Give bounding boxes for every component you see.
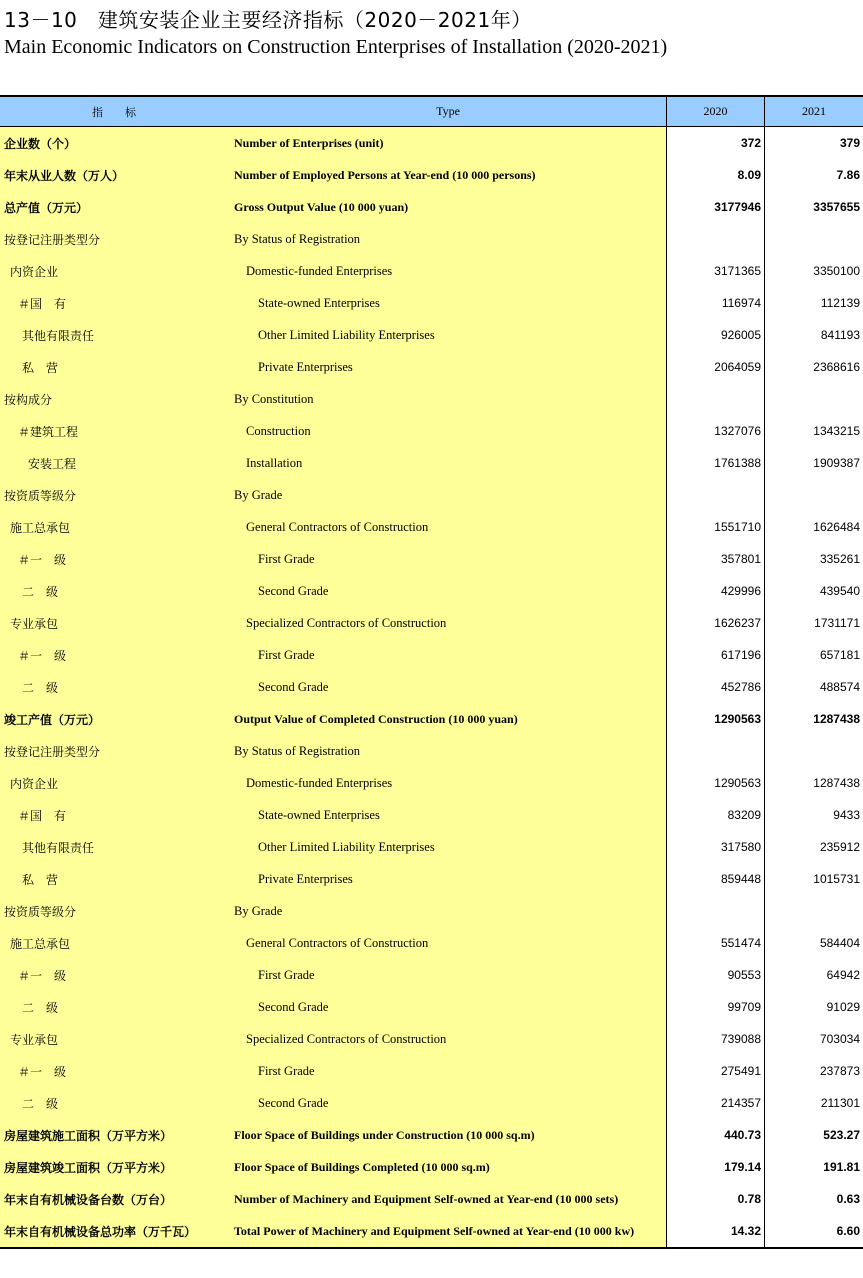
indicator-cn: 按构成分 xyxy=(0,383,230,415)
indicator-cn: 按登记注册类型分 xyxy=(0,223,230,255)
value-2021: 335261 xyxy=(819,552,860,566)
header-type: Type xyxy=(230,97,667,126)
table-row xyxy=(0,319,863,351)
value-2021: 1909387 xyxy=(813,456,860,470)
indicator-en: Gross Output Value (10 000 yuan) xyxy=(230,191,667,223)
value-2021: 2368616 xyxy=(813,360,860,374)
table-row xyxy=(0,575,863,607)
page-title-cn: 13－10 建筑安装企业主要经济指标（2020－2021年） xyxy=(4,8,532,32)
indicator-cn: ＃国 有 xyxy=(0,287,230,319)
value-2020 xyxy=(667,895,765,927)
indicator-cn: 安装工程 xyxy=(0,447,230,479)
indicator-en: State-owned Enterprises xyxy=(230,287,667,319)
indicator-en: First Grade xyxy=(230,639,667,671)
indicator-en: By Grade xyxy=(230,479,667,511)
value-2020: 179.14 xyxy=(667,1151,765,1183)
value-2020: 3177946 xyxy=(667,191,765,223)
value-2020: 1551710 xyxy=(667,511,765,543)
indicator-en: Floor Space of Buildings under Construction (10 000 sq.m) xyxy=(230,1119,667,1151)
table-row xyxy=(0,191,863,223)
table-row xyxy=(0,351,863,383)
indicator-cn: 企业数（个） xyxy=(0,127,230,159)
table-row xyxy=(0,159,863,191)
value-2020: 372 xyxy=(667,127,765,159)
indicator-en: Second Grade xyxy=(230,1087,667,1119)
value-2021 xyxy=(765,223,863,255)
indicator-en: Domestic-funded Enterprises xyxy=(230,255,667,287)
indicator-cn: 二 级 xyxy=(0,575,230,607)
value-2021: 112139 xyxy=(820,296,860,310)
indicator-cn: 私 营 xyxy=(0,863,230,895)
value-2020: 214357 xyxy=(667,1087,765,1119)
indicator-cn: 施工总承包 xyxy=(0,511,230,543)
indicator-cn: ＃一 级 xyxy=(0,1055,230,1087)
table-row xyxy=(0,671,863,703)
value-2021: 6.60 xyxy=(836,1224,860,1238)
table-row xyxy=(0,1087,863,1119)
indicator-en: Specialized Contractors of Construction xyxy=(230,1023,667,1055)
table-row xyxy=(0,767,863,799)
table-row xyxy=(0,863,863,895)
value-2020: 1626237 xyxy=(667,607,765,639)
table-row xyxy=(0,447,863,479)
value-2021: 3350100 xyxy=(813,264,860,278)
indicator-cn: 私 营 xyxy=(0,351,230,383)
value-2020: 617196 xyxy=(667,639,765,671)
indicator-en: By Status of Registration xyxy=(230,223,667,255)
table-row xyxy=(0,511,863,543)
value-2021: 584404 xyxy=(819,936,860,950)
indicator-en: Specialized Contractors of Construction xyxy=(230,607,667,639)
indicator-en: By Grade xyxy=(230,895,667,927)
value-2020: 275491 xyxy=(667,1055,765,1087)
value-2020: 1327076 xyxy=(667,415,765,447)
indicator-en: By Status of Registration xyxy=(230,735,667,767)
value-2020: 452786 xyxy=(667,671,765,703)
indicator-en: First Grade xyxy=(230,959,667,991)
table-row xyxy=(0,799,863,831)
indicator-cn: 专业承包 xyxy=(0,607,230,639)
indicator-en: Construction xyxy=(230,415,667,447)
table-row xyxy=(0,639,863,671)
indicator-en: Number of Employed Persons at Year-end (10 000 persons) xyxy=(230,159,667,191)
value-2020: 429996 xyxy=(667,575,765,607)
indicator-en: Second Grade xyxy=(230,575,667,607)
header-indicator: 指标 xyxy=(92,105,158,119)
value-2021: 1343215 xyxy=(813,424,860,438)
indicator-cn: 年末从业人数（万人） xyxy=(0,159,230,191)
value-2020: 440.73 xyxy=(667,1119,765,1151)
value-2020: 14.32 xyxy=(667,1215,765,1247)
value-2020: 0.78 xyxy=(667,1183,765,1215)
value-2020: 859448 xyxy=(667,863,765,895)
value-2021: 237873 xyxy=(819,1064,860,1078)
table-row xyxy=(0,287,863,319)
table-header xyxy=(0,97,863,127)
value-2021: 1015731 xyxy=(813,872,860,886)
value-2021: 191.81 xyxy=(823,1160,860,1174)
table-body xyxy=(0,127,863,1247)
value-2020: 99709 xyxy=(667,991,765,1023)
table-row xyxy=(0,703,863,735)
indicator-cn: 二 级 xyxy=(0,1087,230,1119)
indicator-en: Second Grade xyxy=(230,671,667,703)
value-2021: 703034 xyxy=(819,1032,860,1046)
indicator-cn: 年末自有机械设备总功率（万千瓦） xyxy=(0,1215,230,1247)
indicator-en: Other Limited Liability Enterprises xyxy=(230,831,667,863)
value-2020: 3171365 xyxy=(667,255,765,287)
table-row xyxy=(0,991,863,1023)
table-row xyxy=(0,959,863,991)
indicator-cn: 二 级 xyxy=(0,671,230,703)
indicator-cn: 其他有限责任 xyxy=(0,831,230,863)
table-row xyxy=(0,255,863,287)
value-2021: 0.63 xyxy=(836,1192,860,1206)
table-row xyxy=(0,415,863,447)
value-2020: 1761388 xyxy=(667,447,765,479)
value-2021: 841193 xyxy=(820,328,860,342)
indicator-cn: 内资企业 xyxy=(0,767,230,799)
indicator-cn: ＃建筑工程 xyxy=(0,415,230,447)
indicators-table xyxy=(0,95,863,1249)
value-2021: 523.27 xyxy=(823,1128,860,1142)
value-2021: 64942 xyxy=(826,968,860,982)
indicator-en: State-owned Enterprises xyxy=(230,799,667,831)
value-2020: 90553 xyxy=(667,959,765,991)
table-row xyxy=(0,831,863,863)
value-2020: 8.09 xyxy=(667,159,765,191)
value-2021: 1287438 xyxy=(813,776,860,790)
indicator-en: Private Enterprises xyxy=(230,351,667,383)
value-2021: 3357655 xyxy=(813,200,860,214)
value-2020: 2064059 xyxy=(667,351,765,383)
value-2020 xyxy=(667,479,765,511)
table-row xyxy=(0,1119,863,1151)
header-year-2021: 2021 xyxy=(802,104,826,118)
value-2021: 7.86 xyxy=(836,168,860,182)
indicator-en: Number of Machinery and Equipment Self-owned at Year-end (10 000 sets) xyxy=(230,1183,667,1215)
indicator-en: Installation xyxy=(230,447,667,479)
value-2020: 83209 xyxy=(667,799,765,831)
indicator-en: Second Grade xyxy=(230,991,667,1023)
indicator-en: Output Value of Completed Construction (10 000 yuan) xyxy=(230,703,667,735)
indicator-en: Total Power of Machinery and Equipment Self-owned at Year-end (10 000 kw) xyxy=(230,1215,667,1247)
table-row xyxy=(0,383,863,415)
value-2021 xyxy=(765,735,863,767)
indicator-cn: 其他有限责任 xyxy=(0,319,230,351)
indicator-cn: 施工总承包 xyxy=(0,927,230,959)
indicator-cn: 按资质等级分 xyxy=(0,479,230,511)
value-2021: 91029 xyxy=(826,1000,860,1014)
table-row xyxy=(0,1151,863,1183)
indicator-cn: 按资质等级分 xyxy=(0,895,230,927)
indicator-en: First Grade xyxy=(230,543,667,575)
value-2021: 235912 xyxy=(819,840,860,854)
table-row xyxy=(0,895,863,927)
indicator-cn: 总产值（万元） xyxy=(0,191,230,223)
indicator-cn: 内资企业 xyxy=(0,255,230,287)
table-row xyxy=(0,735,863,767)
value-2020: 1290563 xyxy=(667,767,765,799)
indicator-cn: ＃一 级 xyxy=(0,543,230,575)
value-2020: 739088 xyxy=(667,1023,765,1055)
table-row xyxy=(0,927,863,959)
value-2020: 317580 xyxy=(667,831,765,863)
value-2020: 357801 xyxy=(667,543,765,575)
value-2021: 1731171 xyxy=(814,616,860,630)
table-row xyxy=(0,1055,863,1087)
table-row xyxy=(0,479,863,511)
value-2021: 1287438 xyxy=(813,712,860,726)
indicator-en: General Contractors of Construction xyxy=(230,511,667,543)
indicator-cn: ＃一 级 xyxy=(0,639,230,671)
indicator-cn: 专业承包 xyxy=(0,1023,230,1055)
table-row xyxy=(0,1215,863,1247)
page-title-en: Main Economic Indicators on Construction Enterprises of Installation (2020-2021) xyxy=(4,36,668,58)
value-2020: 116974 xyxy=(667,287,765,319)
value-2020 xyxy=(667,735,765,767)
indicator-en: Other Limited Liability Enterprises xyxy=(230,319,667,351)
table-row xyxy=(0,127,863,159)
value-2021: 211301 xyxy=(820,1096,860,1110)
table-row xyxy=(0,543,863,575)
value-2021: 379 xyxy=(839,136,860,150)
value-2020: 1290563 xyxy=(667,703,765,735)
table-row xyxy=(0,607,863,639)
value-2021: 9433 xyxy=(833,808,860,822)
indicator-cn: 年末自有机械设备台数（万台） xyxy=(0,1183,230,1215)
value-2021 xyxy=(765,479,863,511)
indicator-en: First Grade xyxy=(230,1055,667,1087)
indicator-cn: ＃国 有 xyxy=(0,799,230,831)
value-2021 xyxy=(765,383,863,415)
value-2021 xyxy=(765,895,863,927)
header-year-2020: 2020 xyxy=(667,97,765,126)
indicator-cn: 房屋建筑施工面积（万平方米） xyxy=(0,1119,230,1151)
value-2021: 1626484 xyxy=(813,520,860,534)
indicator-en: General Contractors of Construction xyxy=(230,927,667,959)
value-2020 xyxy=(667,223,765,255)
indicator-en: Number of Enterprises (unit) xyxy=(230,127,667,159)
indicator-cn: 竣工产值（万元） xyxy=(0,703,230,735)
indicator-en: Floor Space of Buildings Completed (10 000 sq.m) xyxy=(230,1151,667,1183)
value-2021: 657181 xyxy=(819,648,860,662)
value-2021: 488574 xyxy=(819,680,860,694)
value-2020: 551474 xyxy=(667,927,765,959)
value-2020 xyxy=(667,383,765,415)
indicator-en: By Constitution xyxy=(230,383,667,415)
indicator-cn: 二 级 xyxy=(0,991,230,1023)
value-2020: 926005 xyxy=(667,319,765,351)
indicator-cn: ＃一 级 xyxy=(0,959,230,991)
indicator-cn: 按登记注册类型分 xyxy=(0,735,230,767)
value-2021: 439540 xyxy=(819,584,860,598)
indicator-en: Private Enterprises xyxy=(230,863,667,895)
table-row xyxy=(0,1023,863,1055)
table-row xyxy=(0,223,863,255)
table-row xyxy=(0,1183,863,1215)
indicator-en: Domestic-funded Enterprises xyxy=(230,767,667,799)
indicator-cn: 房屋建筑竣工面积（万平方米） xyxy=(0,1151,230,1183)
